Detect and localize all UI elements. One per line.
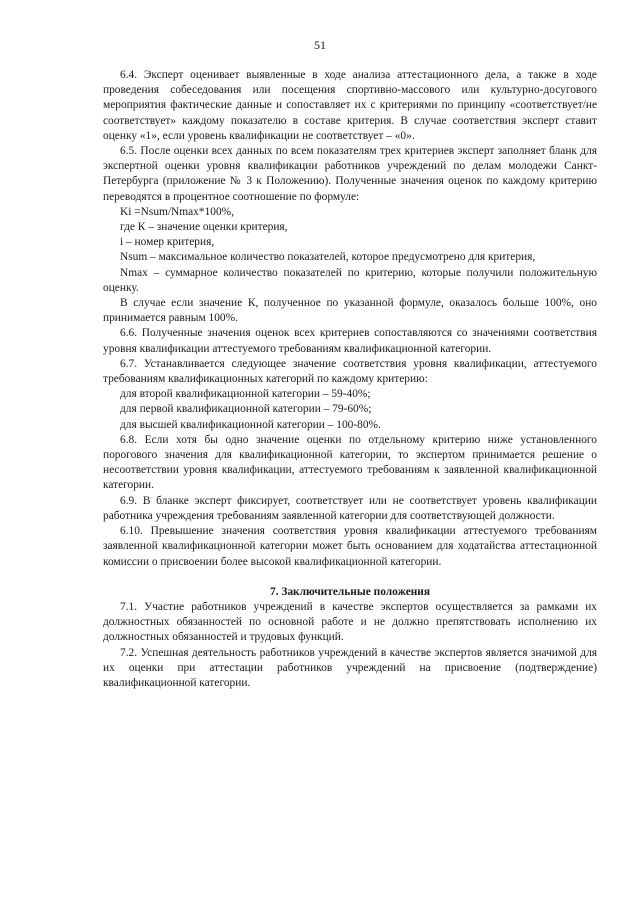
paragraph-6-6: 6.6. Полученные значения оценок всех критериев сопоставляются со значениями соответствия уровня квалификации аттестуемого требованиям квалификационной категории.: [103, 327, 597, 355]
formula: Ki =Nsum/Nmax*100%,: [120, 205, 234, 218]
paragraph-6-4: 6.4. Эксперт оценивает выявленные в ходе анализа аттестационного дела, а также в ходе проведения собеседования или посещения спортивно-массового или культурно-досугового мероприятия фактические данные и сопоставляет их с критериями по принципу «соответствует/не соответствует» каждому показателю в составе критерия. В случае соответствия эксперт ставит оценку «1», если уровень квалификации не соответствует – «0».: [103, 69, 597, 142]
paragraph-6-7: 6.7. Устанавливается следующее значение соответствия уровня квалификации, аттестуемого требованиям квалификационных категорий по каждому критерию:: [103, 357, 597, 386]
formula-definition-i: i – номер критерия,: [120, 236, 215, 249]
category-first: для первой квалификационной категории – 79-60%;: [120, 403, 372, 416]
paragraph-6-9: 6.9. В бланке эксперт фиксирует, соответствует или не соответствует уровень квалификации работника учреждения требованиям заявленной категории для соответствующей должности.: [103, 494, 597, 522]
category-second: для второй квалификационной категории – 59-40%;: [120, 388, 371, 401]
paragraph-7-1: 7.1. Участие работников учреждений в качестве экспертов осуществляется за рамками их должностных обязанностей по основной работе и не должно препятствовать исполнению их должностных обязанностей и трудовых функций.: [103, 600, 597, 644]
paragraph-6-8: 6.8. Если хотя бы одно значение оценки по отдельному критерию ниже установленного порогового значения для квалификационной категории, то экспертом принимается решение о несоответствии уровня квалификации, аттестуемого требованиям к заявленной квалификационной категории.: [103, 433, 597, 492]
paragraph-6-10: 6.10. Превышение значения соответствия уровня квалификации аттестуемого требованиям заявленной квалификационной категории может быть основанием для ходатайства аттестационной комиссии о присвоении более высокой квалификационной категории.: [103, 525, 597, 568]
section-7-title: 7. Заключительные положения: [269, 585, 431, 598]
formula-definition-nmax: Nmax – суммарное количество показателей по критерию, которые получили положительную оценку.: [103, 266, 597, 294]
formula-definition-nsum: Nsum – максимальное количество показателей, которое предусмотрено для критерия,: [120, 251, 536, 264]
formula-definition-k: где К – значение оценки критерия,: [120, 221, 288, 234]
page-number: 51: [314, 38, 326, 52]
paragraph-over-100: В случае если значение К, полученное по указанной формуле, оказалось больше 100%, оно принимается равным 100%.: [103, 297, 597, 325]
paragraph-6-5: 6.5. После оценки всех данных по всем показателям трех критериев эксперт заполняет бланк для экспертной оценки уровня квалификации работников учреждений по делам молодежи Санкт-Петербурга (приложение № 3 к Положению). Полученные значения оценок по каждому критерию переводятся в процентное соотношение по формуле:: [103, 145, 597, 203]
paragraph-7-2: 7.2. Успешная деятельность работников учреждений в качестве экспертов является значимой для их оценки при аттестации работников учреждений на присвоение (подтверждение) квалификационной категории.: [103, 646, 597, 689]
category-highest: для высшей квалификационной категории – 100-80%.: [120, 418, 381, 431]
document-body: [103, 68, 597, 691]
